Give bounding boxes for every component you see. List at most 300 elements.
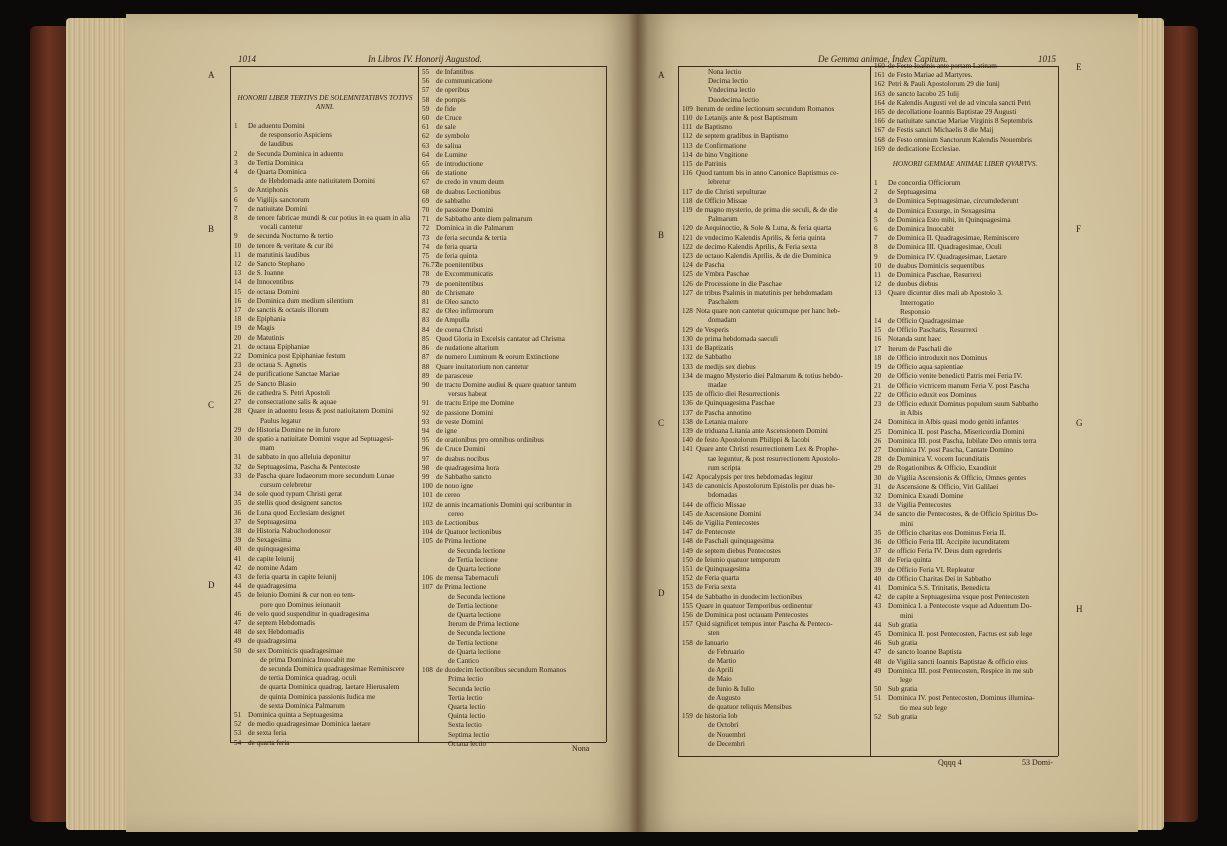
entry-title: de duodecim lectionibus secundum Romanos [436, 666, 567, 675]
entry-title: de consecratione salis & aquae [248, 398, 337, 407]
right-running-head: De Gemma animae, Index Capitum. [818, 54, 948, 64]
entry-number: 23 [234, 361, 242, 370]
entry-title: de Septuagesima [248, 517, 297, 526]
entry-number: 90 [422, 380, 430, 389]
entry-number: 25 [874, 427, 882, 436]
entry-number: 42 [874, 593, 882, 602]
entry-number: 28 [874, 455, 882, 464]
entry-title: de magno Mysterio diei Palmarum & totius hebdo- [696, 371, 843, 380]
entry-number: 140 [682, 436, 693, 445]
index-entry [682, 501, 868, 510]
entry-title: Interrogatio [900, 298, 934, 307]
entry-title: de coena Christi [436, 325, 483, 334]
entry-title: de poenitentibus [436, 279, 484, 288]
entry-title: de Sabbatho sancto [436, 472, 492, 481]
index-entry [422, 611, 604, 620]
index-entry [874, 71, 1056, 80]
entry-title: de quatuor reliquis Mensibus [708, 703, 792, 712]
index-entry [422, 510, 604, 519]
index-entry [682, 602, 868, 611]
entry-title: Quid significet tempus inter Pascha & Penteco- [696, 620, 833, 629]
entry-number: 43 [874, 602, 882, 611]
index-entry [682, 234, 868, 243]
index-entry [682, 574, 868, 583]
entry-title: de Rogationibus & Officio, Exaudiuit [888, 464, 997, 473]
entry-number: 45 [234, 591, 242, 600]
entry-number: 30 [874, 473, 882, 482]
index-entry [682, 445, 868, 454]
index-entry [422, 335, 604, 344]
index-entry [422, 731, 604, 740]
index-entry [874, 409, 1056, 418]
entry-title: de quinquagesima [248, 545, 301, 554]
index-entry [234, 573, 416, 582]
entry-number: 117 [682, 187, 693, 196]
index-entry [874, 667, 1056, 676]
entry-number: 29 [234, 425, 242, 434]
entry-number: 11 [874, 271, 881, 280]
right-frame-left [678, 66, 679, 756]
index-entry [422, 519, 604, 528]
entry-title: de sole quod typum Christi gerat [248, 490, 343, 499]
entry-title: de Festis sancti Michaelis 8 die Maij [888, 126, 994, 135]
entry-title: de nouo igne [436, 482, 474, 491]
entry-number: 10 [234, 241, 242, 250]
index-entry [874, 428, 1056, 437]
entry-number: 134 [682, 371, 693, 380]
index-entry [234, 720, 416, 729]
entry-title: de octaua S. Agnetis [248, 361, 307, 370]
entry-number: 61 [422, 123, 430, 132]
entry-title: de Vigilia sancti Ioannis Baptistae & officio eius [888, 657, 1028, 666]
entry-title: de sexta feria [248, 729, 287, 738]
entry-title: de sabbatho [436, 196, 471, 205]
index-entry [682, 694, 868, 703]
entry-title: de Letanijs ante & post Baptismum [696, 114, 798, 123]
margin-letter-a-right: A [658, 70, 665, 80]
index-entry [422, 464, 604, 473]
entry-number: 93 [422, 417, 430, 426]
entry-number: 154 [682, 592, 693, 601]
entry-title: de sancto die Pentecostes, & de Officio Spiritus Do- [888, 510, 1039, 519]
index-entry [422, 657, 604, 666]
entry-number: 85 [422, 334, 430, 343]
entry-title: de septem gradibus in Baptismo [696, 132, 789, 141]
entry-title: sten [708, 629, 720, 638]
index-entry [234, 435, 416, 444]
entry-number: 110 [682, 114, 693, 123]
entry-title: de Decembri [708, 739, 745, 748]
entry-title: de Prima lectione [436, 583, 487, 592]
index-entry [874, 280, 1056, 289]
entry-number: 36 [874, 537, 882, 546]
entry-number: 48 [874, 657, 882, 666]
index-entry [682, 740, 868, 749]
index-entry [234, 426, 416, 435]
index-entry [874, 704, 1056, 713]
index-entry [874, 612, 1056, 621]
entry-number: 69 [422, 196, 430, 205]
entry-title: de Officio Missae [696, 196, 748, 205]
entry-number: 124 [682, 261, 693, 270]
index-entry [234, 619, 416, 628]
entry-number: 1 [874, 179, 878, 188]
index-entry [874, 136, 1056, 145]
entry-title: de Baptizatis [696, 344, 734, 353]
index-entry [874, 602, 1056, 611]
entry-title: de Historia Nabuchodonosor [248, 526, 331, 535]
entry-title: Dominica IV. post Pentecosten, Dominus illumina- [888, 694, 1035, 703]
index-entry [682, 86, 868, 95]
index-entry [682, 298, 868, 307]
entry-number: 161 [874, 71, 885, 80]
entry-number: 32 [234, 462, 242, 471]
entry-title: de prima Dominica Inuocabit me [260, 655, 356, 664]
index-entry [874, 234, 1056, 243]
entry-number: 41 [874, 583, 882, 592]
entry-title: de historia Iob [696, 712, 738, 721]
entry-number: 26 [234, 388, 242, 397]
entry-title: de stellis quod designent sanctos [248, 499, 342, 508]
index-entry [682, 436, 868, 445]
entry-title: de sexta Dominica Palmarum [260, 701, 345, 710]
entry-number: 89 [422, 371, 430, 380]
entry-title: bdomadas [708, 491, 738, 500]
index-entry [874, 335, 1056, 344]
index-entry [682, 611, 868, 620]
entry-title: de Dominica Septuagesimae, circumdederunt [888, 197, 1019, 206]
entry-title: Septima lectio [448, 730, 490, 739]
entry-number: 116 [682, 169, 693, 178]
entry-number: 47 [234, 618, 242, 627]
index-entry [422, 243, 604, 252]
entry-number: 87 [422, 353, 430, 362]
entry-title: Octaua lectio [448, 739, 487, 748]
entry-title: Sub gratia [888, 639, 918, 648]
index-entry [234, 242, 416, 251]
entry-title: de Quatuor lectionibus [436, 528, 502, 537]
index-entry [874, 584, 1056, 593]
entry-number: 48 [234, 628, 242, 637]
entry-number: 130 [682, 334, 693, 343]
index-entry [682, 206, 868, 215]
entry-title: Quarta lectio [448, 703, 486, 712]
index-entry [422, 123, 604, 132]
entry-number: 107 [422, 583, 433, 592]
entry-title: de Dominica V. vocem Iucunditatis [888, 455, 990, 464]
index-entry [682, 381, 868, 390]
index-entry [422, 427, 604, 436]
left-catchword: Nona [572, 744, 590, 753]
index-entry [422, 188, 604, 197]
index-entry [682, 583, 868, 592]
index-entry [682, 556, 868, 565]
entry-number: 20 [874, 372, 882, 381]
margin-letter-d-right: D [658, 588, 665, 598]
entry-title: Nota quare non cantetur quicumque per hanc heb- [696, 307, 840, 316]
entry-number: 150 [682, 555, 693, 564]
entry-number: 159 [682, 712, 693, 721]
index-entry [422, 86, 604, 95]
entry-number: 7 [874, 234, 878, 243]
index-entry [682, 482, 868, 491]
entry-number: 24 [234, 370, 242, 379]
entry-number: 51 [874, 694, 882, 703]
entry-title: de introductione [436, 160, 483, 169]
entry-title: de octauo Kalendis Aprilis, & de die Dominica [696, 252, 831, 261]
entry-number: 19 [874, 363, 882, 372]
entry-title: de Sexagesima [248, 536, 291, 545]
entry-number: 15 [874, 326, 882, 335]
index-entry [422, 399, 604, 408]
index-entry [682, 243, 868, 252]
entry-title: de Vigilia Pentecostes [888, 501, 952, 510]
index-entry [234, 150, 416, 159]
entry-number: 126 [682, 279, 693, 288]
margin-letter-c: C [208, 400, 215, 410]
entry-title: de Antiphonis [248, 186, 289, 195]
entry-number: 162 [874, 80, 885, 89]
index-entry [422, 602, 604, 611]
index-entry [422, 445, 604, 454]
entry-number: 5 [874, 215, 878, 224]
entry-title: Notanda sunt haec [888, 335, 942, 344]
margin-letter-g: G [1076, 418, 1083, 428]
entry-title: de officio Feria IV. Deus dum egrederis [888, 547, 1002, 556]
entry-title: de Dominica III. Quadragesimae, Oculi [888, 243, 1002, 252]
entry-number: 20 [234, 333, 242, 342]
index-entry [874, 566, 1056, 575]
entry-number: 50 [234, 646, 242, 655]
entry-title: de Cruce Domini [436, 445, 486, 454]
index-entry [422, 436, 604, 445]
entry-title: de symbolo [436, 132, 470, 141]
entry-title: Dominica II. post Pascha, Misericordia Domini [888, 427, 1025, 436]
entry-number: 35 [874, 528, 882, 537]
index-entry [682, 418, 868, 427]
right-signature: Qqqq 4 [938, 758, 962, 767]
entry-title: Dominica S.S. Trinitatis, Benedicta [888, 583, 990, 592]
index-entry [422, 418, 604, 427]
right-column-divider [870, 66, 871, 756]
entry-number: 52 [874, 712, 882, 721]
index-entry [422, 712, 604, 721]
entry-title: de Pascha [696, 261, 725, 270]
index-entry [682, 160, 868, 169]
index-entry [874, 694, 1056, 703]
entry-title: de sancto Ioanne Baptista [888, 648, 962, 657]
entry-title: de Secunda lectione [448, 592, 506, 601]
entry-title: de quarta Dominica quadrag. laetare Hierusalem [260, 683, 400, 692]
entry-number: 136 [682, 399, 693, 408]
entry-number: 118 [682, 196, 693, 205]
entry-number: 109 [682, 104, 693, 113]
index-entry [422, 353, 604, 362]
entry-title: de Kalendis Augusti vel de ad vincula sancti Petri [888, 98, 1031, 107]
entry-number: 92 [422, 408, 430, 417]
entry-number: 26 [874, 436, 882, 445]
index-entry [874, 117, 1056, 126]
entry-number: 81 [422, 298, 430, 307]
entry-title: Dominica quinta a Septuagesima [248, 711, 343, 719]
entry-number: 125 [682, 270, 693, 279]
entry-number: 98 [422, 463, 430, 472]
entry-number: 64 [422, 150, 430, 159]
index-entry [234, 490, 416, 499]
index-entry [234, 656, 416, 665]
entry-title: de decimo Kalendis Aprilis, & Feria sexta [696, 242, 817, 251]
entry-number: 127 [682, 288, 693, 297]
entry-number: 42 [234, 563, 242, 572]
entry-number: 21 [874, 381, 882, 390]
entry-number: 149 [682, 546, 693, 555]
index-entry [874, 80, 1056, 89]
index-entry [234, 324, 416, 333]
entry-number: 67 [422, 178, 430, 187]
entry-title: de medijs sex diebus [696, 362, 756, 371]
index-entry [682, 151, 868, 160]
entry-number: 66 [422, 169, 430, 178]
entry-title: de Festo omnium Sanctorum Kalendis Nouembris [888, 135, 1032, 144]
entry-title: de tenore fabricae mundi & cur potius in ea quam in alia [248, 214, 411, 223]
entry-title: de septem diebus Pentecostes [696, 546, 781, 555]
entry-title: de Ieiunio quatuor temporum [696, 555, 781, 564]
entry-number: 133 [682, 362, 693, 371]
right-catchword: 53 Domi- [1022, 758, 1053, 767]
entry-title: de Luna quod Ecclesiam designet [248, 508, 345, 517]
entry-title: Tertia lectio [448, 693, 483, 702]
index-entry [874, 418, 1056, 427]
entry-title: de duabus Dominicis sequentibus [888, 261, 985, 270]
entry-number: 160 [874, 62, 885, 70]
entry-number: 145 [682, 509, 693, 518]
right-column-2 [874, 62, 1056, 754]
entry-number: 47 [874, 648, 882, 657]
entry-title: de Septuagesima, Pascha & Pentecoste [248, 462, 360, 471]
entry-title: de magno mysterio, de prima die seculi, & de die [696, 206, 838, 215]
entry-title: de Officio Quadragesimae [888, 317, 964, 326]
entry-title: de Ampulla [436, 316, 470, 325]
entry-title: Duodecima lectio [708, 95, 759, 104]
index-entry [682, 114, 868, 123]
entry-number: 153 [682, 583, 693, 592]
entry-title: de Festo Mariae ad Martyres. [888, 71, 973, 80]
entry-title: versus habeat [448, 390, 487, 399]
entry-number: 158 [682, 638, 693, 647]
index-entry [682, 409, 868, 418]
index-entry [874, 326, 1056, 335]
index-entry [422, 703, 604, 712]
right-frame-right [1058, 66, 1059, 756]
entry-number: 122 [682, 242, 693, 251]
index-entry [234, 407, 416, 416]
entry-title: de parasceue [436, 371, 473, 380]
entry-title: vocali cantetur [260, 223, 303, 232]
entry-number: 4 [874, 206, 878, 215]
entry-number: 38 [234, 526, 242, 535]
entry-title: de Quarta lectione [448, 610, 501, 619]
entry-title: de Vigilia Pentecostes [696, 518, 760, 527]
entry-title: de quadragesima hora [436, 463, 500, 472]
entry-title: cursum celebretur [260, 480, 312, 489]
index-entry [234, 637, 416, 646]
entry-number: 5 [234, 186, 238, 195]
index-entry [234, 205, 416, 214]
index-entry [234, 527, 416, 536]
entry-title: Quod Gloria in Excelsis cantatur ad Chrisma [436, 334, 565, 343]
index-entry [234, 582, 416, 591]
entry-title: de vndecimo Kalendis Aprilis, & feria quinta [696, 233, 826, 242]
entry-number: 30 [234, 434, 242, 443]
entry-number: 111 [682, 123, 693, 132]
entry-title: de medio quadragesimae Dominica laetare [248, 720, 371, 729]
entry-title: de Oleo sancto [436, 298, 479, 307]
left-page [126, 14, 638, 832]
entry-title: de tenore & veritate & cur ibi [248, 241, 334, 250]
index-entry [234, 444, 416, 453]
entry-title: tae leguntur, & post resurrectionem Apostolo- [708, 454, 840, 463]
entry-title: de Aprili [708, 666, 734, 675]
entry-title: de quadragesima [248, 582, 297, 591]
entry-title: mam [260, 444, 275, 453]
entry-number: 95 [422, 436, 430, 445]
index-entry [422, 491, 604, 500]
entry-number: 37 [874, 547, 882, 556]
index-entry [874, 529, 1056, 538]
index-entry [682, 390, 868, 399]
entry-title: de passione Domini [436, 206, 494, 215]
entry-number: 52 [234, 720, 242, 729]
index-entry [234, 647, 416, 656]
index-entry [682, 666, 868, 675]
index-entry [234, 453, 416, 462]
entry-title: lege [900, 676, 912, 684]
entry-number: 148 [682, 537, 693, 546]
entry-title: de fide [436, 104, 456, 113]
right-page [638, 14, 1138, 832]
index-entry [874, 207, 1056, 216]
index-entry [234, 168, 416, 177]
index-entry [682, 593, 868, 602]
entry-title: de Officio introduxit nos Dominus [888, 353, 988, 362]
entry-number: 88 [422, 362, 430, 371]
entry-title: de Feria sexta [696, 583, 736, 592]
entry-title: Dominica IV. post Pascha, Cantate Domino [888, 445, 1014, 454]
entry-title: Vndecima lectio [708, 86, 756, 95]
index-entry [422, 178, 604, 187]
index-entry [234, 628, 416, 637]
entry-title: de cathedra S. Petri Apostoli [248, 388, 331, 397]
entry-title: de Quarta Dominica [248, 168, 307, 177]
entry-number: 78 [422, 270, 430, 279]
index-entry [874, 575, 1056, 584]
index-entry [234, 278, 416, 287]
index-entry [682, 528, 868, 537]
entry-title: de Lumine [436, 150, 467, 159]
entry-title: de tractu Eripe me Domine [436, 399, 514, 408]
entry-number: 114 [682, 150, 693, 159]
entry-title: de Vesperis [696, 325, 729, 334]
entry-title: de Dominica Esto mihi, in Quinquagesima [888, 215, 1011, 224]
index-entry [874, 253, 1056, 262]
entry-title: Decima lectio [708, 77, 749, 86]
entry-number: 123 [682, 252, 693, 261]
entry-title: de saliua [436, 141, 462, 150]
entry-title: de Historia Domine ne in furore [248, 425, 341, 434]
entry-number: 6 [234, 195, 238, 204]
entry-number: 14 [874, 317, 882, 326]
right-column-1 [682, 68, 868, 754]
